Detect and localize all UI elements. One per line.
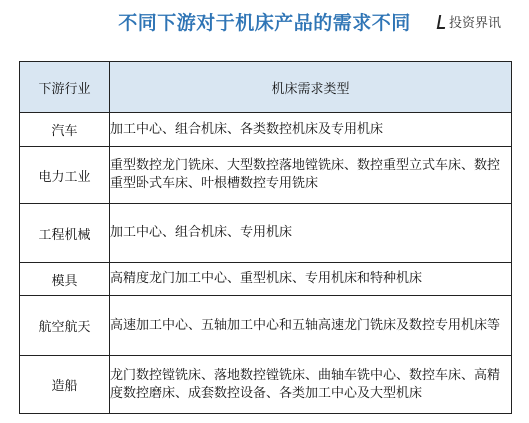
table-row <box>20 296 512 356</box>
table-row <box>20 113 512 147</box>
industry-cell: 航空航天 <box>20 296 110 356</box>
header-industry: 下游行业 <box>20 62 110 113</box>
demand-table <box>19 61 512 414</box>
watermark-text: 投资界讯 <box>449 16 502 31</box>
header-demand-type: 机床需求类型 <box>110 62 512 113</box>
table-row <box>20 263 512 296</box>
demand-cell: 加工中心、组合机床、各类数控机床及专用机床 <box>110 113 512 147</box>
demand-cell: 重型数控龙门铣床、大型数控落地镗铣床、数控重型立式车床、数控重型卧式车床、叶根槽数控专用铣床 <box>110 147 512 204</box>
industry-cell: 模具 <box>20 263 110 296</box>
table-row <box>20 204 512 263</box>
watermark-logo-icon <box>437 15 447 29</box>
demand-cell: 高速加工中心、五轴加工中心和五轴高速龙门铣床及数控专用机床等 <box>110 296 512 356</box>
page-title: 不同下游对于机床产品的需求不同 <box>118 12 411 34</box>
table-row <box>20 356 512 414</box>
industry-cell: 汽车 <box>20 113 110 147</box>
industry-cell: 电力工业 <box>20 147 110 204</box>
industry-cell: 造船 <box>20 356 110 414</box>
demand-cell: 龙门数控镗铣床、落地数控镗铣床、曲轴车铣中心、数控车床、高精度数控磨床、成套数控设备、各类加工中心及大型机床 <box>110 356 512 414</box>
demand-cell: 加工中心、组合机床、专用机床 <box>110 204 512 263</box>
table-header-row <box>20 62 512 113</box>
watermark <box>438 12 501 31</box>
table-row <box>20 147 512 204</box>
industry-cell: 工程机械 <box>20 204 110 263</box>
demand-cell: 高精度龙门加工中心、重型机床、专用机床和特种机床 <box>110 263 512 296</box>
